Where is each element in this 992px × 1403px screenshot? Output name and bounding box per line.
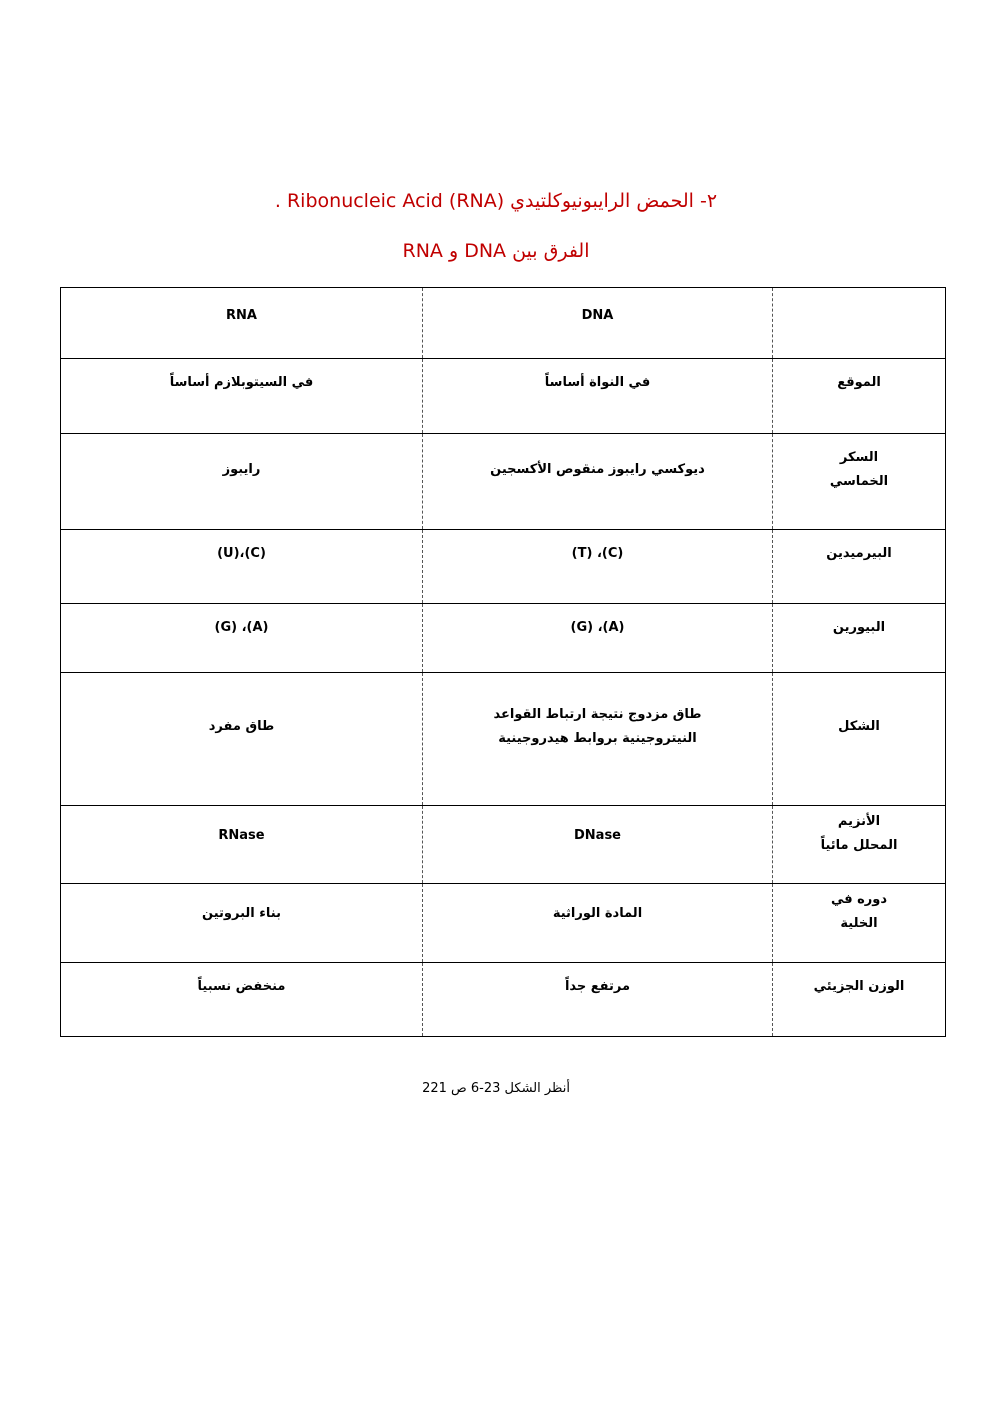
rna-cell: (C)،(U) bbox=[61, 530, 423, 604]
rna-cell: رايبوز bbox=[61, 434, 423, 530]
dna-cell: DNase bbox=[423, 806, 773, 884]
rna-cell: بناء البروتين bbox=[61, 884, 423, 963]
section-title-text: ٢- الحمض الرايبونيوكلتيدي Ribonucleic Acid (RNA) . bbox=[274, 190, 718, 212]
row-label: السكر الخماسي bbox=[773, 434, 946, 530]
table-row bbox=[61, 604, 946, 673]
dna-rna-comparison-table bbox=[60, 287, 946, 1037]
row-label: الشكل bbox=[773, 673, 946, 806]
rna-cell: (A)، (G) bbox=[61, 604, 423, 673]
rna-cell: طاق مفرد bbox=[61, 673, 423, 806]
header-rna: RNA bbox=[61, 288, 423, 359]
rna-cell: منخفض نسبياً bbox=[61, 963, 423, 1037]
dna-cell: (C)، (T) bbox=[423, 530, 773, 604]
comparison-subtitle bbox=[0, 240, 992, 262]
table-row bbox=[61, 434, 946, 530]
row-label: الأنزيم المحلل مائياً bbox=[773, 806, 946, 884]
figure-reference-note: أنظر الشكل 23-6 ص 221 bbox=[422, 1081, 570, 1096]
dna-cell: ديوكسي رايبوز منقوص الأكسجين bbox=[423, 434, 773, 530]
table-header-row bbox=[61, 288, 946, 359]
row-label: الوزن الجزيئي bbox=[773, 963, 946, 1037]
table-row bbox=[61, 884, 946, 963]
table-row bbox=[61, 530, 946, 604]
dna-cell: مرتفع جداً bbox=[423, 963, 773, 1037]
dna-cell: طاق مزدوج نتيجة ارتباط القواعد النيتروجينية بروابط هيدروجينية bbox=[423, 673, 773, 806]
table-row bbox=[61, 963, 946, 1037]
header-label bbox=[773, 288, 946, 359]
header-dna: DNA bbox=[423, 288, 773, 359]
row-label: الموقع bbox=[773, 359, 946, 434]
rna-cell: RNase bbox=[61, 806, 423, 884]
section-title bbox=[0, 190, 992, 212]
row-label: دوره في الخلية bbox=[773, 884, 946, 963]
dna-cell: المادة الوراثية bbox=[423, 884, 773, 963]
dna-cell: في النواة أساساً bbox=[423, 359, 773, 434]
table-row bbox=[61, 359, 946, 434]
table-row bbox=[61, 673, 946, 806]
row-label: البيرميدين bbox=[773, 530, 946, 604]
comparison-subtitle-text: الفرق بين DNA و RNA bbox=[402, 240, 590, 262]
dna-cell: (A)، (G) bbox=[423, 604, 773, 673]
table-row bbox=[61, 806, 946, 884]
rna-cell: في السيتوبلازم أساساً bbox=[61, 359, 423, 434]
row-label: البيورين bbox=[773, 604, 946, 673]
